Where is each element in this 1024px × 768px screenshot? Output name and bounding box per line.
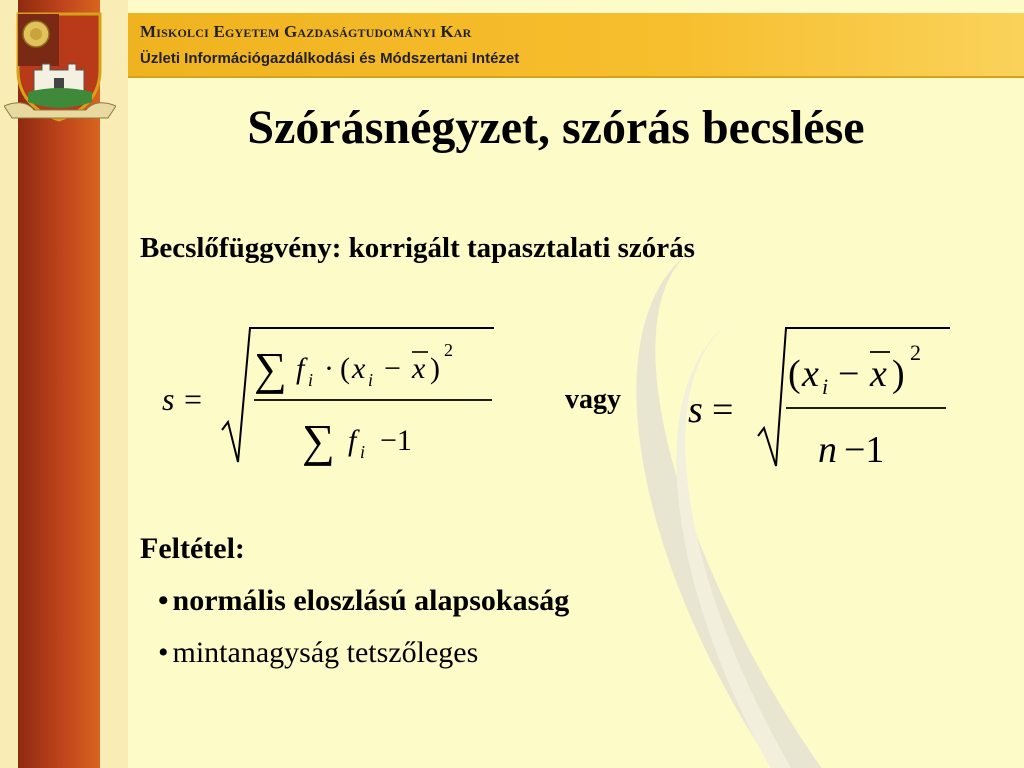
condition-title: Feltétel: — [140, 532, 245, 565]
svg-text:(: ( — [788, 353, 801, 395]
bullet-icon: • — [158, 584, 169, 617]
university-crest-icon — [4, 6, 116, 124]
svg-text:2: 2 — [910, 340, 921, 365]
svg-text:=: = — [184, 381, 203, 417]
institute-name: Üzleti Információgazdálkodási és Módszertani Intézet — [140, 50, 520, 67]
svg-text:i: i — [822, 374, 829, 399]
svg-text:n: n — [818, 429, 837, 471]
svg-text:2: 2 — [444, 340, 453, 360]
sample-std-formula — [684, 320, 954, 472]
svg-text:(: ( — [340, 352, 350, 385]
svg-text:x: x — [870, 353, 887, 395]
condition-item — [158, 584, 569, 618]
svg-text:i: i — [360, 442, 366, 462]
condition-text: mintanagyság tetszőleges — [172, 636, 479, 669]
svg-text:): ) — [430, 352, 440, 385]
svg-text:f: f — [348, 424, 357, 457]
svg-text:i: i — [308, 370, 314, 390]
svg-text:−1: −1 — [844, 429, 885, 471]
faculty-name: Miskolci Egyetem Gazdaságtudományi Kar — [140, 22, 472, 41]
svg-text:=: = — [712, 389, 734, 431]
svg-text:x: x — [352, 352, 366, 385]
svg-text:−: − — [384, 352, 401, 385]
header-bar — [128, 13, 1024, 78]
bullet-icon: • — [158, 636, 169, 669]
condition-text: normális eloszlású alapsokaság — [172, 584, 570, 617]
slide-subtitle: Becslőfüggvény: korrigált tapasztalati szórás — [140, 232, 695, 264]
slide-title: Szórásnégyzet, szórás becslése — [247, 101, 865, 154]
weighted-std-formula — [158, 318, 503, 474]
svg-text:f: f — [296, 352, 305, 385]
svg-text:∑: ∑ — [254, 343, 287, 394]
svg-text:x: x — [802, 353, 819, 395]
svg-text:∑: ∑ — [302, 415, 335, 466]
svg-text:i: i — [368, 370, 374, 390]
svg-text:x: x — [412, 352, 426, 385]
svg-text:−: − — [838, 353, 860, 395]
connector-text: vagy — [565, 384, 621, 415]
condition-item — [158, 636, 478, 670]
svg-text:s: s — [162, 381, 175, 417]
svg-text:−1: −1 — [380, 424, 412, 457]
svg-text:·: · — [324, 352, 334, 385]
svg-text:s: s — [688, 389, 703, 431]
svg-text:): ) — [892, 353, 905, 395]
